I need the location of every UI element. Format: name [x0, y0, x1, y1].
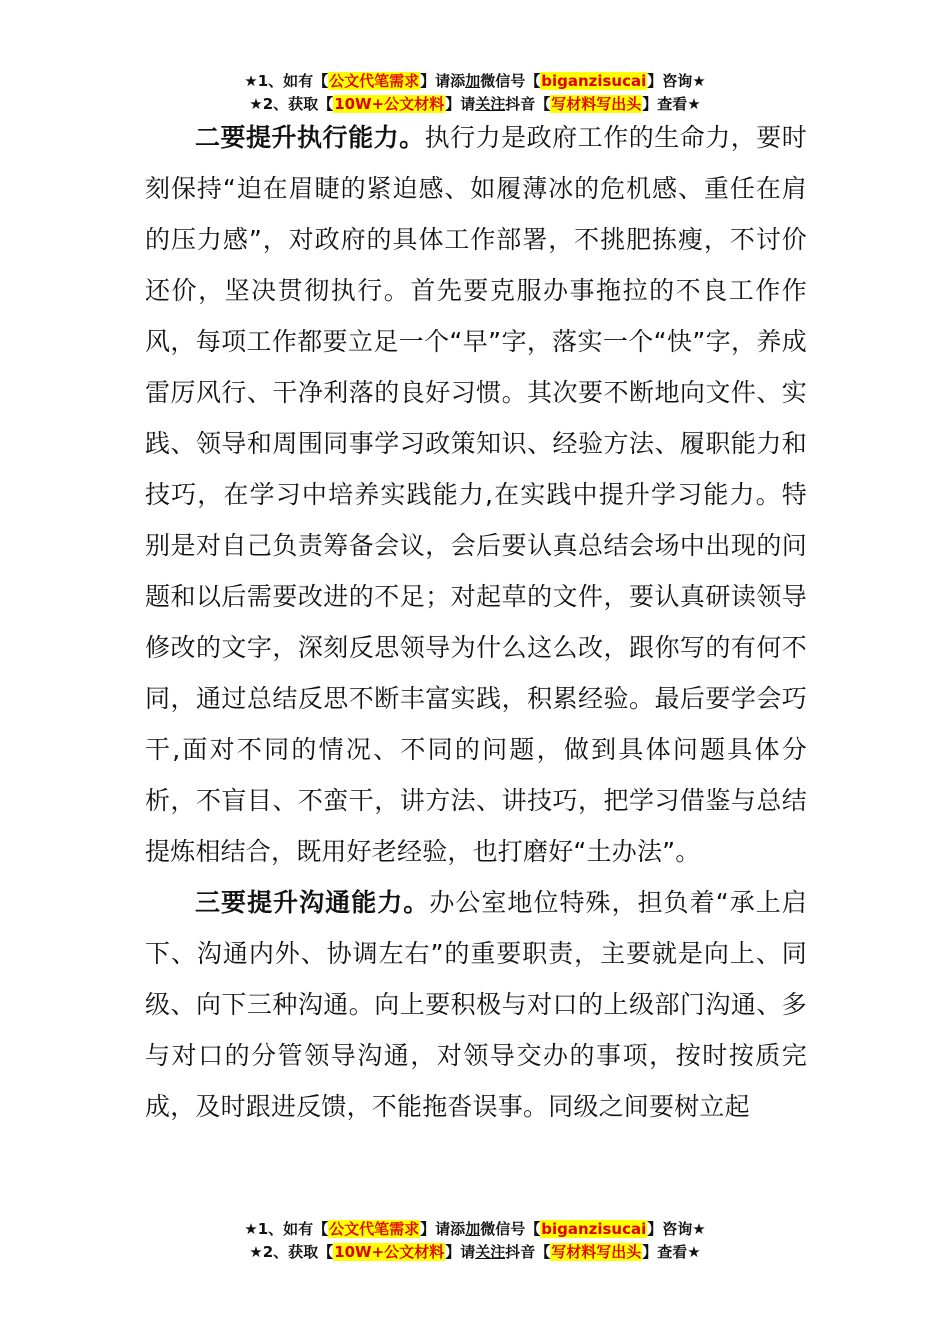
notice-text: ★2、获取【 — [249, 95, 334, 113]
notice-text: 】请 — [445, 1243, 476, 1261]
paragraph-heading: 二要提升执行能力。 — [195, 123, 425, 152]
notice-line-2 — [0, 1241, 950, 1264]
notice-text: 】请添 — [420, 1220, 466, 1238]
underlined-text: 加 — [465, 1220, 481, 1238]
notice-text: 】查看★ — [642, 1243, 701, 1261]
notice-text: ★2、获取【 — [249, 1243, 334, 1261]
underlined-text: 关注 — [475, 1243, 506, 1261]
document-body — [145, 112, 807, 1132]
underlined-text: 关注 — [475, 95, 506, 113]
notice-text: 抖音【 — [505, 95, 551, 113]
notice-text: 微信号【 — [480, 72, 541, 90]
notice-text: 】请 — [445, 95, 476, 113]
notice-text: 】咨询★ — [647, 1220, 706, 1238]
wechat-id: biganzisucai — [541, 72, 647, 90]
highlight-text: 公文代笔需求 — [329, 1220, 420, 1238]
douyin-account: 写材料写出头 — [551, 1243, 642, 1261]
notice-text: ★1、如有【 — [244, 1220, 329, 1238]
notice-text: 】咨询★ — [647, 72, 706, 90]
notice-text: ★1、如有【 — [244, 72, 329, 90]
highlight-text: 10W+公文材料 — [334, 1243, 445, 1261]
paragraph-text: 执行力是政府工作的生命力，要时刻保持“迫在眉睫的紧迫感、如履薄冰的危机感、重任在肩的压力感”，对政府的具体工作部署，不挑肥拣瘦，不讨价还价，坚决贯彻执行。首先要克服办事拖拉的不良工作作风，每项工作都要立足一个“早”字，落实一个“快”字，养成雷厉风行、干净利落的良好习惯。其次要不断地向文件、实践、领导和周围同事学习政策知识、经验方法、履职能力和技巧，在学习中培养实践能力,在实践中提升学习能力。特别是对自己负责筹备会议，会后要认真总结会场中出现的问题和以后需要改进的不足；对起草的文件，要认真研读领导修改的文字，深刻反思领导为什么这么改，跟你写的有何不同，通过总结反思不断丰富实践，积累经验。最后要学会巧干,面对不同的情况、不同的问题，做到具体问题具体分析，不盲目、不蛮干，讲方法、讲技巧，把学习借鉴与总结提炼相结合，既用好老经验，也打磨好“土办法”。 — [145, 123, 807, 866]
notice-text: 】请添 — [420, 72, 466, 90]
notice-text: 抖音【 — [505, 1243, 551, 1261]
highlight-text: 公文代笔需求 — [329, 72, 420, 90]
paragraph-heading: 三要提升沟通能力。 — [195, 888, 430, 917]
highlight-text: 10W+公文材料 — [334, 95, 445, 113]
header-notice — [0, 70, 950, 116]
underlined-text: 加 — [465, 72, 481, 90]
paragraph-communication — [145, 877, 807, 1132]
notice-line-1 — [0, 1218, 950, 1241]
paragraph-text: 办公室地位特殊，担负着“承上启下、沟通内外、协调左右”的重要职责，主要就是向上、同级、向下三种沟通。向上要积极与对口的上级部门沟通、多与对口的分管领导沟通，对领导交办的事项，按时按质完成，及时跟进反馈，不能拖沓误事。同级之间要树立起 — [145, 888, 807, 1121]
paragraph-execution — [145, 112, 807, 877]
notice-text: 微信号【 — [480, 1220, 541, 1238]
notice-line-1 — [0, 70, 950, 93]
douyin-account: 写材料写出头 — [551, 95, 642, 113]
wechat-id: biganzisucai — [541, 1220, 647, 1238]
notice-text: 】查看★ — [642, 95, 701, 113]
footer-notice — [0, 1218, 950, 1264]
